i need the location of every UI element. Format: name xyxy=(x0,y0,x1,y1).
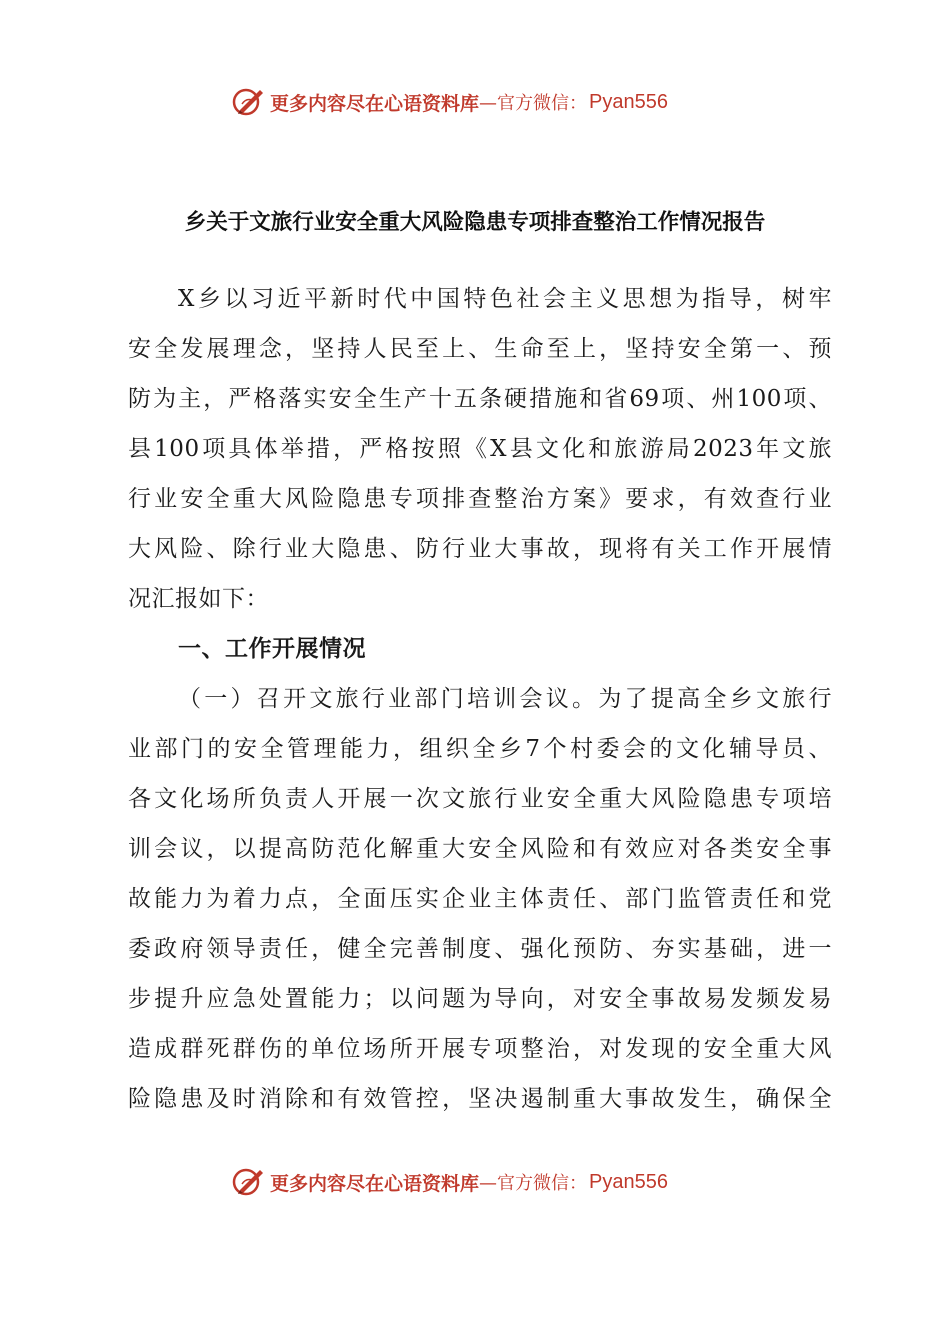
text-line: 造成群死群伤的单位场所开展专项整治，对发现的安全重大风 xyxy=(128,1036,832,1062)
text-line: 县100项具体举措，严格按照《X县文化和旅游局2023年文旅 xyxy=(128,436,832,462)
watermark-text-label: —官方微信： xyxy=(479,93,588,114)
watermark-text-main: 更多内容尽在心语资料库 xyxy=(270,92,480,115)
watermark-text-label: —官方微信： xyxy=(479,1173,588,1194)
paragraph-intro xyxy=(128,274,832,624)
text-line: 防为主，严格落实安全生产十五条硬措施和省69项、州100项、 xyxy=(128,386,832,412)
text-line: 大风险、除行业大隐患、防行业大事故，现将有关工作开展情 xyxy=(128,536,832,562)
watermark-text-main: 更多内容尽在心语资料库 xyxy=(270,1172,480,1195)
text-line: （一）召开文旅行业部门培训会议。为了提高全乡文旅行 xyxy=(178,686,832,712)
text-line: X乡以习近平新时代中国特色社会主义思想为指导，树牢 xyxy=(178,286,832,312)
text-line: 险隐患及时消除和有效管控，坚决遏制重大事故发生，确保全 xyxy=(128,1086,832,1112)
watermark-banner-top xyxy=(230,82,668,122)
text-line: 安全发展理念，坚持人民至上、生命至上，坚持安全第一、预 xyxy=(128,336,832,362)
paragraph-training xyxy=(128,674,832,1124)
text-line: 故能力为着力点，全面压实企业主体责任、部门监管责任和党 xyxy=(128,886,832,912)
text-line: 况汇报如下： xyxy=(128,586,269,612)
watermark-banner-bottom xyxy=(230,1162,668,1202)
document-body xyxy=(128,274,832,1124)
text-line: 训会议，以提高防范化解重大安全风险和有效应对各类安全事 xyxy=(128,836,832,862)
pen-logo-icon xyxy=(230,1164,266,1200)
document-title: 乡关于文旅行业安全重大风险隐患专项排查整治工作情况报告 xyxy=(184,210,766,235)
pen-logo-icon xyxy=(230,84,266,120)
watermark-text-wechat-id: Pyan556 xyxy=(589,1170,668,1193)
text-line: 步提升应急处置能力；以问题为导向，对安全事故易发频发易 xyxy=(128,986,832,1012)
text-line: 各文化场所负责人开展一次文旅行业安全重大风险隐患专项培 xyxy=(128,786,832,812)
section-heading: 一、工作开展情况 xyxy=(178,636,366,662)
text-line: 业部门的安全管理能力，组织全乡7个村委会的文化辅导员、 xyxy=(128,736,832,762)
text-line: 委政府领导责任，健全完善制度、强化预防、夯实基础，进一 xyxy=(128,936,832,962)
text-line: 行业安全重大风险隐患专项排查整治方案》要求，有效查行业 xyxy=(128,486,832,512)
watermark-text-wechat-id: Pyan556 xyxy=(589,90,668,113)
